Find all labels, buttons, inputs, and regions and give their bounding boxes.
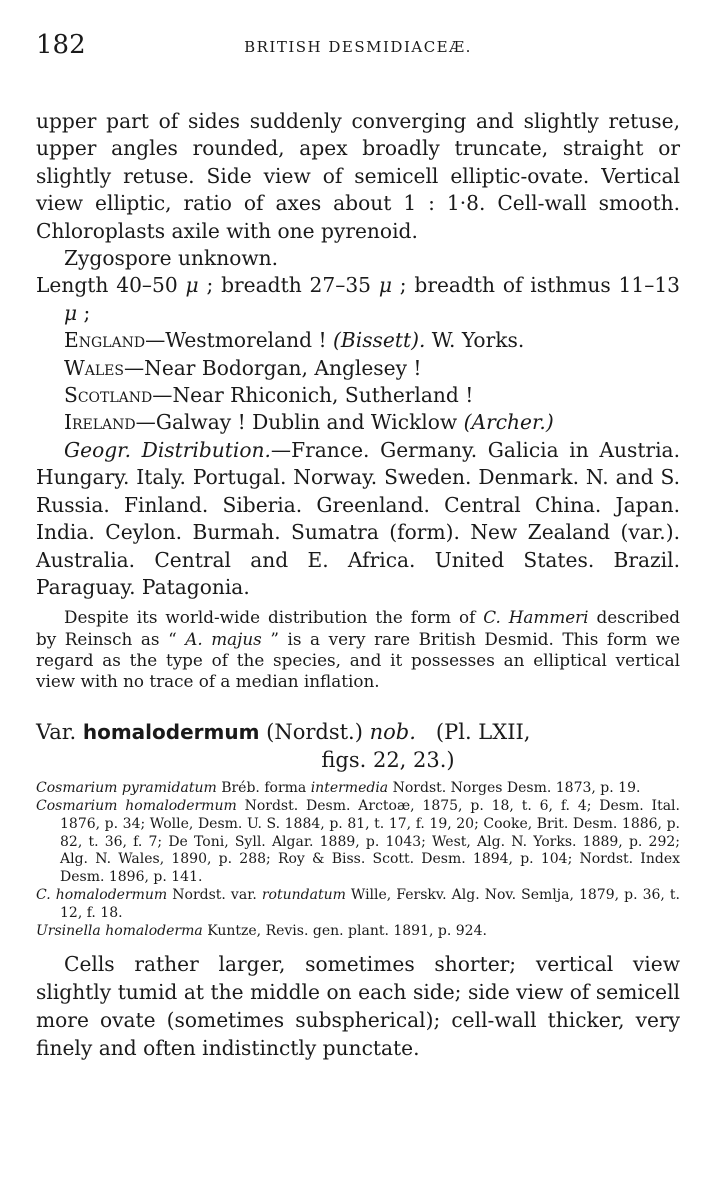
unit-mu: μ <box>378 273 392 298</box>
form-name: A. majus <box>185 628 262 649</box>
length-value: 40–50 <box>116 273 178 298</box>
locality-wales: Wales—Near Bodorgan, Anglesey ! <box>64 355 422 380</box>
type-note: Despite its world-wide distribution the form of C. Hammeri described by Reinsch as “ A. majus ” is a very rare British Desmid. This form we regard as the type of the species, and it possesses an elliptical vertical view with no trace of a median inflation. <box>36 607 680 691</box>
locality-england: England—Westmoreland ! (Bissett). W. Yorks. <box>64 328 525 353</box>
locality-scotland: Scotland—Near Rhiconich, Sutherland ! <box>64 383 474 408</box>
unit-mu: μ <box>64 300 78 325</box>
geographic-distribution: Geogr. Distribution.—France. Germany. Galicia in Austria. Hungary. Italy. Portugal. Norway. Sweden. Denmark. N. and S. Russia. Finland. Siberia. Greenland. Central China. Japan. India. Ceylon. Burmah. Sumatra (form). New Zealand (var.). Australia. Central and E. Africa. United States. Brazil. Paraguay. Patagonia. <box>36 437 680 599</box>
synonym-entry: Ursinella homaloderma Kuntze, Revis. gen. plant. 1891, p. 924. <box>36 922 487 939</box>
running-head: BRITISH DESMIDIACEÆ. <box>244 38 472 56</box>
main-text <box>36 108 680 601</box>
region-ireland: Ireland <box>64 410 136 435</box>
locality-ireland: Ireland—Galway ! Dublin and Wicklow (Archer.) <box>64 410 554 435</box>
figure-reference: figs. 22, 23.) <box>321 748 455 773</box>
unit-mu: μ <box>185 273 199 298</box>
synonym-entry: Cosmarium pyramidatum Bréb. forma intermedia Nordst. Norges Desm. 1873, p. 19. <box>36 780 641 797</box>
variety-heading: Var. homalodermum (Nordst.) nob. (Pl. LXII, figs. 22, 23.) <box>36 718 680 774</box>
species-description: upper part of sides suddenly converging and slightly retuse, upper angles rounded, apex broadly truncate, straight or slightly retuse. Side view of semicell elliptic-ovate. Vertical view elliptic, ratio of axes about 1 : 1·8. Cell-wall smooth. Chloroplasts axile with one pyrenoid. <box>36 109 680 243</box>
isthmus-label: breadth of isthmus <box>414 273 611 298</box>
page-number: 182 <box>36 30 86 60</box>
species-name: C. Hammeri <box>483 607 589 628</box>
collector-bissett: (Bissett). <box>333 328 426 353</box>
page-header <box>36 26 680 66</box>
isthmus-value: 11–13 <box>618 273 681 298</box>
synonym-entry: C. homalodermum Nordst. var. rotundatum Wille, Ferskv. Alg. Nov. Semlja, 1879, p. 36, t. 12, f. 18. <box>36 886 681 921</box>
variety-description: Cells rather larger, sometimes shorter; vertical view slightly tumid at the middle on each side; side view of semicell more ovate (sometimes subspherical); cell-wall thicker, very finely and often indistinctly punctate. <box>36 952 680 1061</box>
length-label: Length <box>36 273 109 298</box>
breadth-value: 27–35 <box>309 273 372 298</box>
breadth-label: breadth <box>221 273 302 298</box>
region-scotland: Scotland <box>64 383 153 408</box>
synonymy-list <box>36 780 680 940</box>
measurements: Length 40–50 μ ; breadth 27–35 μ ; breadth of isthmus 11–13 μ ; <box>36 273 681 325</box>
distribution-label: Geogr. Distribution. <box>64 437 271 462</box>
variety-name: homalodermum <box>82 720 260 745</box>
region-england: England <box>64 328 146 353</box>
zygospore-note: Zygospore unknown. <box>64 246 279 271</box>
synonym-entry: Cosmarium homalodermum Nordst. Desm. Arctoæ, 1875, p. 18, t. 6, f. 4; Desm. Ital. 1876, p. 34; Wolle, Desm. U. S. 1884, p. 81, t. 17, f. 19, 20; Cooke, Brit. Desm. 1886, p. 82, t. 36, f. 7; De Toni, Syll. Algar. 1889, p. 1043; West, Alg. N. Yorks. 1889, p. 292; Alg. N. Wales, 1890, p. 288; Roy & Biss. Scott. Desm. 1894, p. 104; Nordst. Index Desm. 1896, p. 141. <box>36 797 680 886</box>
plate-reference: (Pl. LXII, <box>435 720 531 745</box>
collector-archer: (Archer.) <box>463 410 554 435</box>
region-wales: Wales <box>64 355 124 380</box>
